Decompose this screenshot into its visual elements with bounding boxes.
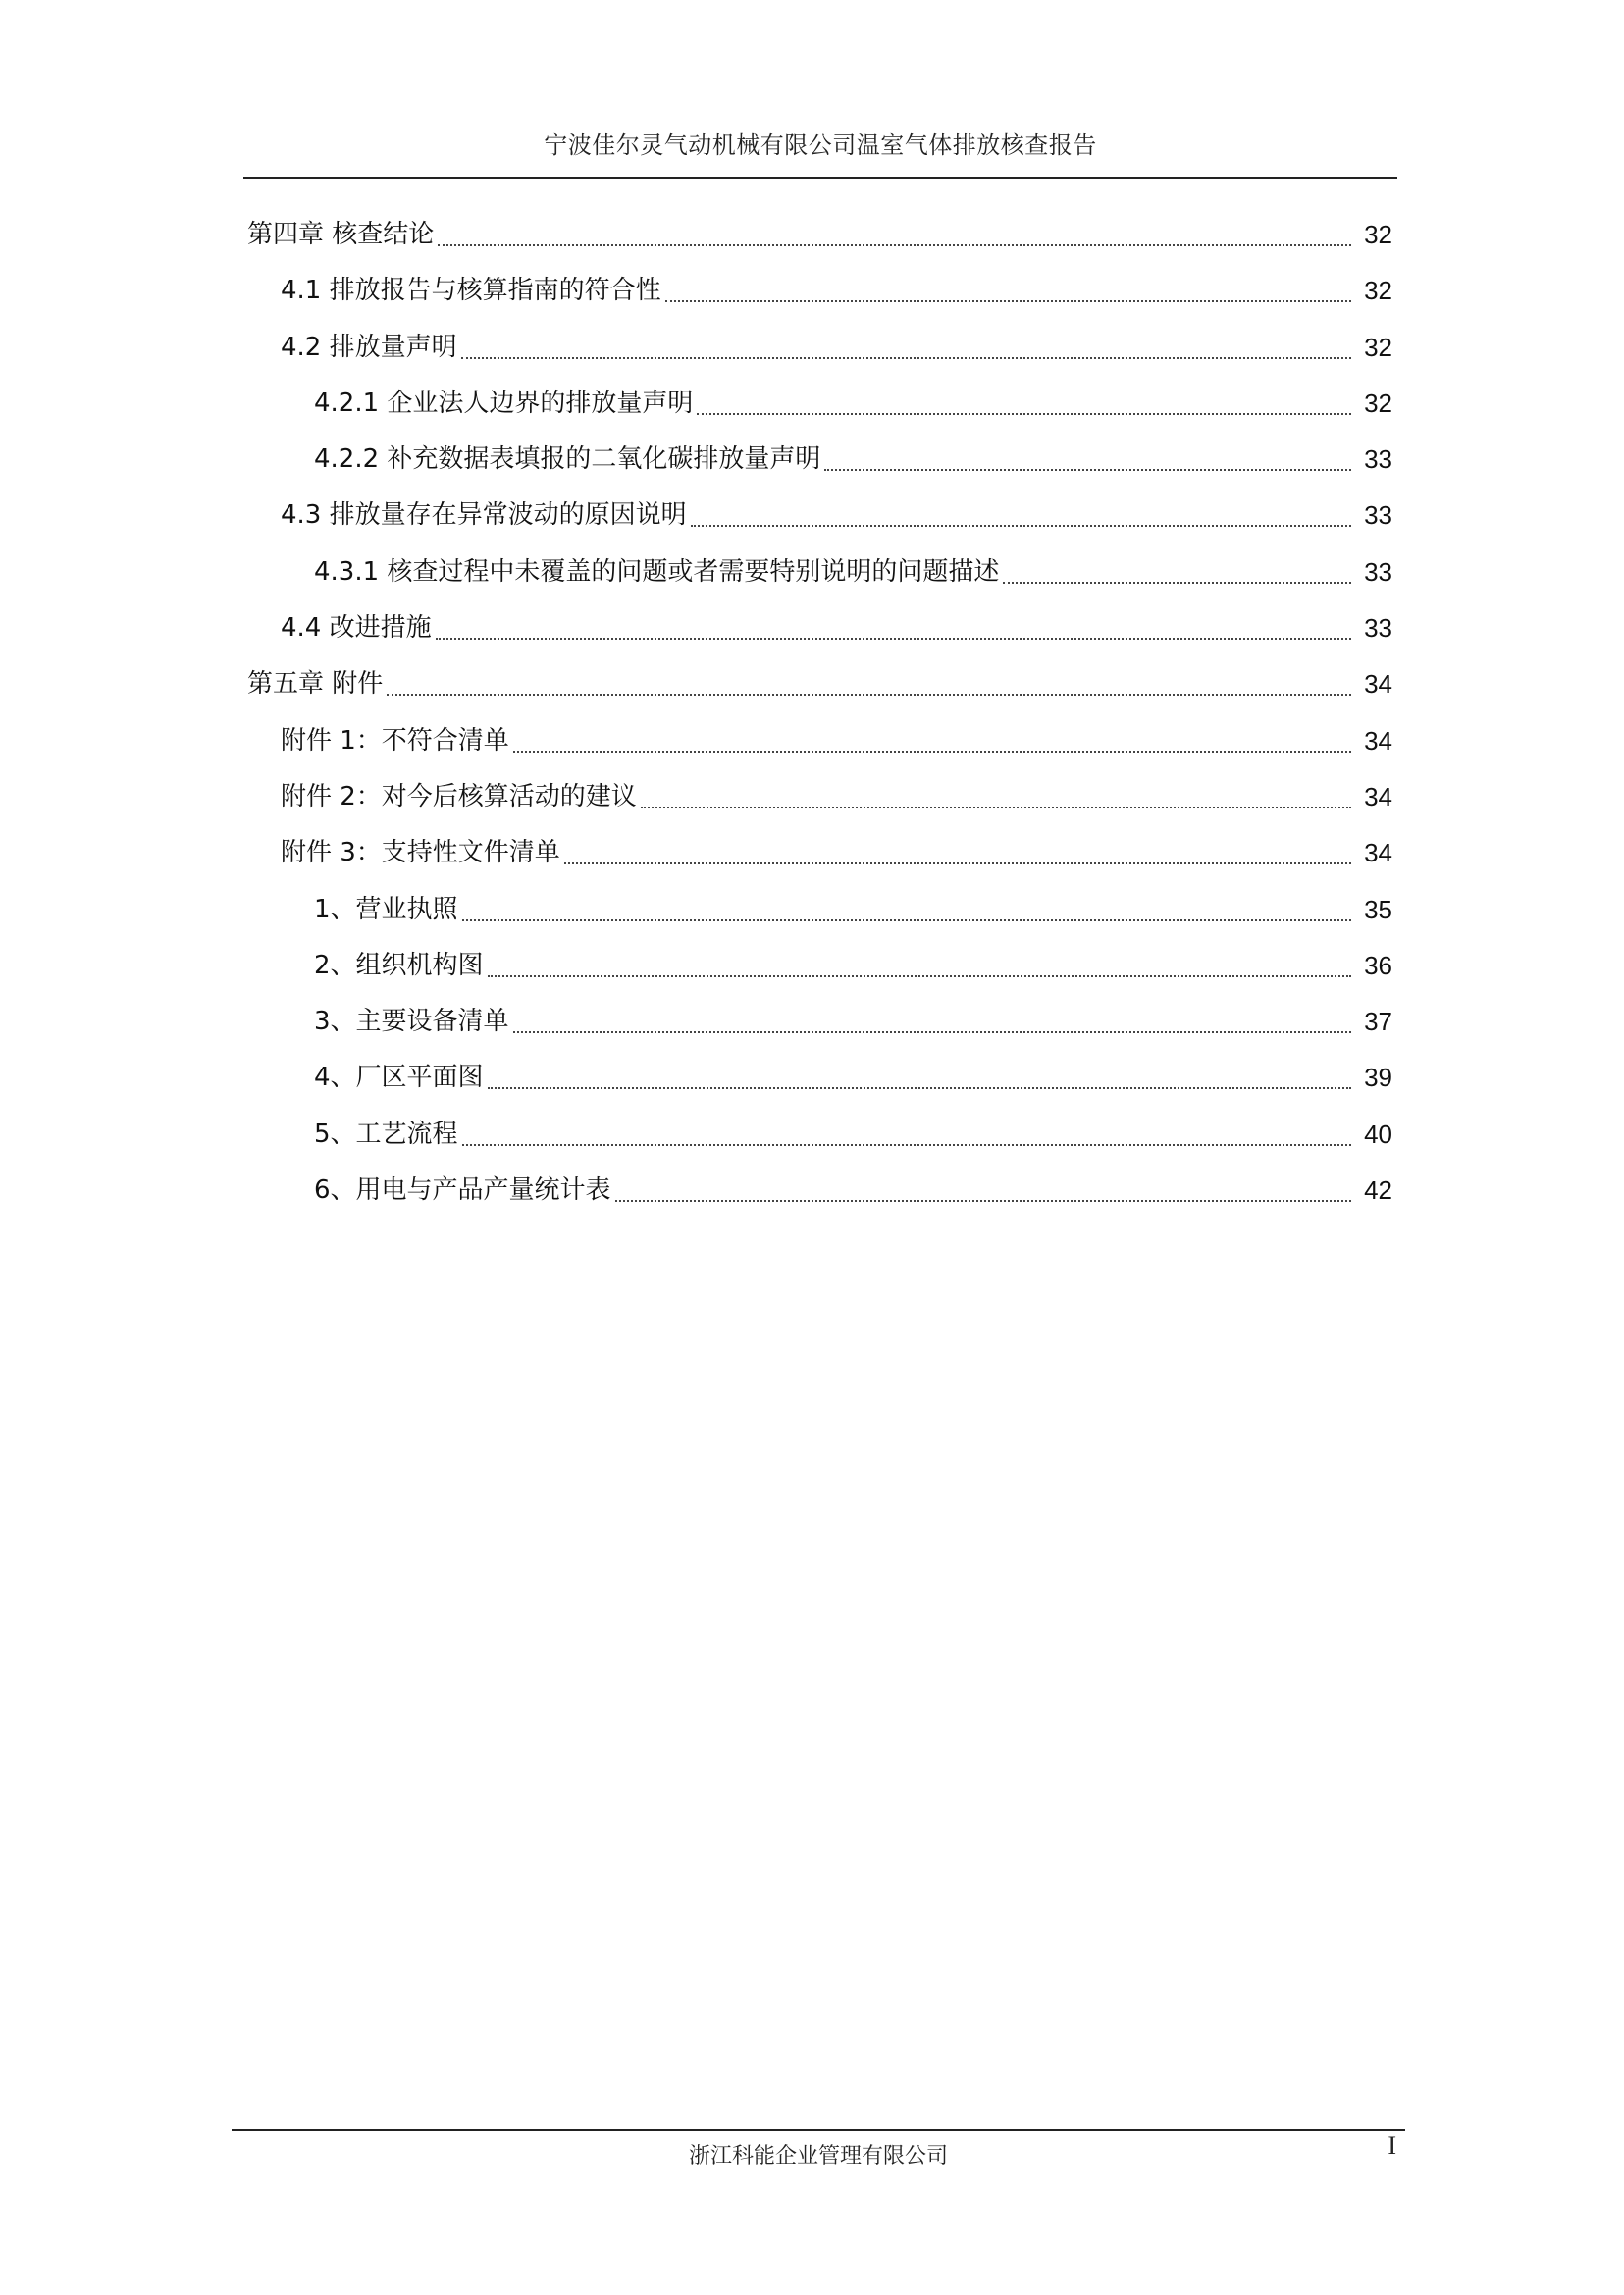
toc-entry[interactable] xyxy=(0,949,1624,1005)
toc-entry[interactable] xyxy=(0,387,1624,443)
toc-entry-page: 37 xyxy=(1364,1007,1392,1037)
toc-entry-page: 40 xyxy=(1364,1119,1392,1149)
toc-entry-title: 4、厂区平面图 xyxy=(314,1063,484,1093)
toc-entry-page: 34 xyxy=(1364,725,1392,756)
toc-entry-page: 36 xyxy=(1364,950,1392,980)
toc-dot-leader xyxy=(564,862,1351,864)
toc-entry-title: 附件 1：不符合清单 xyxy=(281,725,509,756)
toc-entry-page: 34 xyxy=(1364,838,1392,868)
toc-entry[interactable] xyxy=(0,218,1624,274)
toc-dot-leader xyxy=(488,975,1351,977)
toc-entry[interactable] xyxy=(0,498,1624,554)
toc-entry-page: 35 xyxy=(1364,894,1392,924)
toc-dot-leader xyxy=(824,469,1351,471)
toc-entry[interactable] xyxy=(0,893,1624,949)
toc-entry-page: 42 xyxy=(1364,1175,1392,1206)
toc-dot-leader xyxy=(461,357,1351,359)
toc-entry-title: 4.2 排放量声明 xyxy=(281,332,457,362)
toc-entry[interactable] xyxy=(0,1005,1624,1061)
toc-entry-title: 1、营业执照 xyxy=(314,894,458,924)
toc-entry-title: 4.4 改进措施 xyxy=(281,613,432,644)
toc-dot-leader xyxy=(697,413,1351,415)
toc-entry-title: 2、组织机构图 xyxy=(314,950,484,980)
header-divider xyxy=(243,177,1397,179)
toc-dot-leader xyxy=(691,525,1351,527)
toc-dot-leader xyxy=(513,751,1351,753)
toc-entry[interactable] xyxy=(0,555,1624,611)
toc-entry-page: 34 xyxy=(1364,669,1392,700)
toc-entry[interactable] xyxy=(0,611,1624,667)
toc-entry-page: 32 xyxy=(1364,220,1392,249)
footer-page-number: I xyxy=(1388,2131,1396,2160)
toc-entry-title: 4.2.2 补充数据表填报的二氧化碳排放量声明 xyxy=(314,444,821,475)
toc-entry-title: 6、用电与产品产量统计表 xyxy=(314,1175,611,1206)
toc-entry[interactable] xyxy=(0,443,1624,498)
table-of-contents xyxy=(0,218,1624,1229)
toc-entry[interactable] xyxy=(0,836,1624,892)
page-header-title: 宁波佳尔灵气动机械有限公司温室气体排放核查报告 xyxy=(544,131,1097,159)
toc-dot-leader xyxy=(615,1200,1351,1202)
toc-entry-page: 39 xyxy=(1364,1063,1392,1093)
toc-entry-title: 4.3.1 核查过程中未覆盖的问题或者需要特别说明的问题描述 xyxy=(314,556,1000,587)
toc-entry-page: 32 xyxy=(1364,332,1392,362)
toc-dot-leader xyxy=(665,300,1351,302)
footer-company-name: 浙江科能企业管理有限公司 xyxy=(688,2144,948,2168)
toc-entry[interactable] xyxy=(0,331,1624,387)
toc-entry-page: 32 xyxy=(1364,388,1392,418)
toc-entry-title: 第五章 附件 xyxy=(247,669,384,700)
toc-dot-leader xyxy=(387,694,1351,696)
toc-entry-page: 33 xyxy=(1364,500,1392,531)
toc-entry[interactable] xyxy=(0,1118,1624,1174)
toc-entry[interactable] xyxy=(0,724,1624,780)
toc-entry-title: 4.3 排放量存在异常波动的原因说明 xyxy=(281,500,687,531)
toc-entry[interactable] xyxy=(0,780,1624,836)
toc-entry[interactable] xyxy=(0,274,1624,330)
toc-entry-title: 附件 2：对今后核算活动的建议 xyxy=(281,781,637,811)
toc-dot-leader xyxy=(1003,582,1351,584)
toc-entry-title: 4.1 排放报告与核算指南的符合性 xyxy=(281,276,661,306)
toc-dot-leader xyxy=(513,1031,1351,1033)
toc-entry[interactable] xyxy=(0,1174,1624,1229)
toc-entry-title: 附件 3：支持性文件清单 xyxy=(281,838,560,868)
toc-entry-page: 33 xyxy=(1364,556,1392,587)
toc-dot-leader xyxy=(488,1087,1351,1089)
toc-entry-page: 33 xyxy=(1364,444,1392,475)
toc-entry-page: 33 xyxy=(1364,613,1392,644)
toc-dot-leader xyxy=(438,244,1351,246)
toc-entry-title: 5、工艺流程 xyxy=(314,1119,458,1149)
toc-dot-leader xyxy=(436,638,1351,640)
toc-dot-leader xyxy=(462,919,1351,921)
toc-entry-title: 3、主要设备清单 xyxy=(314,1007,509,1037)
toc-entry[interactable] xyxy=(0,1061,1624,1117)
toc-entry-title: 4.2.1 企业法人边界的排放量声明 xyxy=(314,388,694,418)
toc-entry[interactable] xyxy=(0,667,1624,723)
toc-entry-page: 32 xyxy=(1364,276,1392,306)
toc-dot-leader xyxy=(641,807,1351,808)
footer-divider xyxy=(232,2129,1405,2131)
toc-entry-page: 34 xyxy=(1364,781,1392,811)
toc-entry-title: 第四章 核查结论 xyxy=(247,220,435,249)
toc-dot-leader xyxy=(462,1144,1351,1146)
